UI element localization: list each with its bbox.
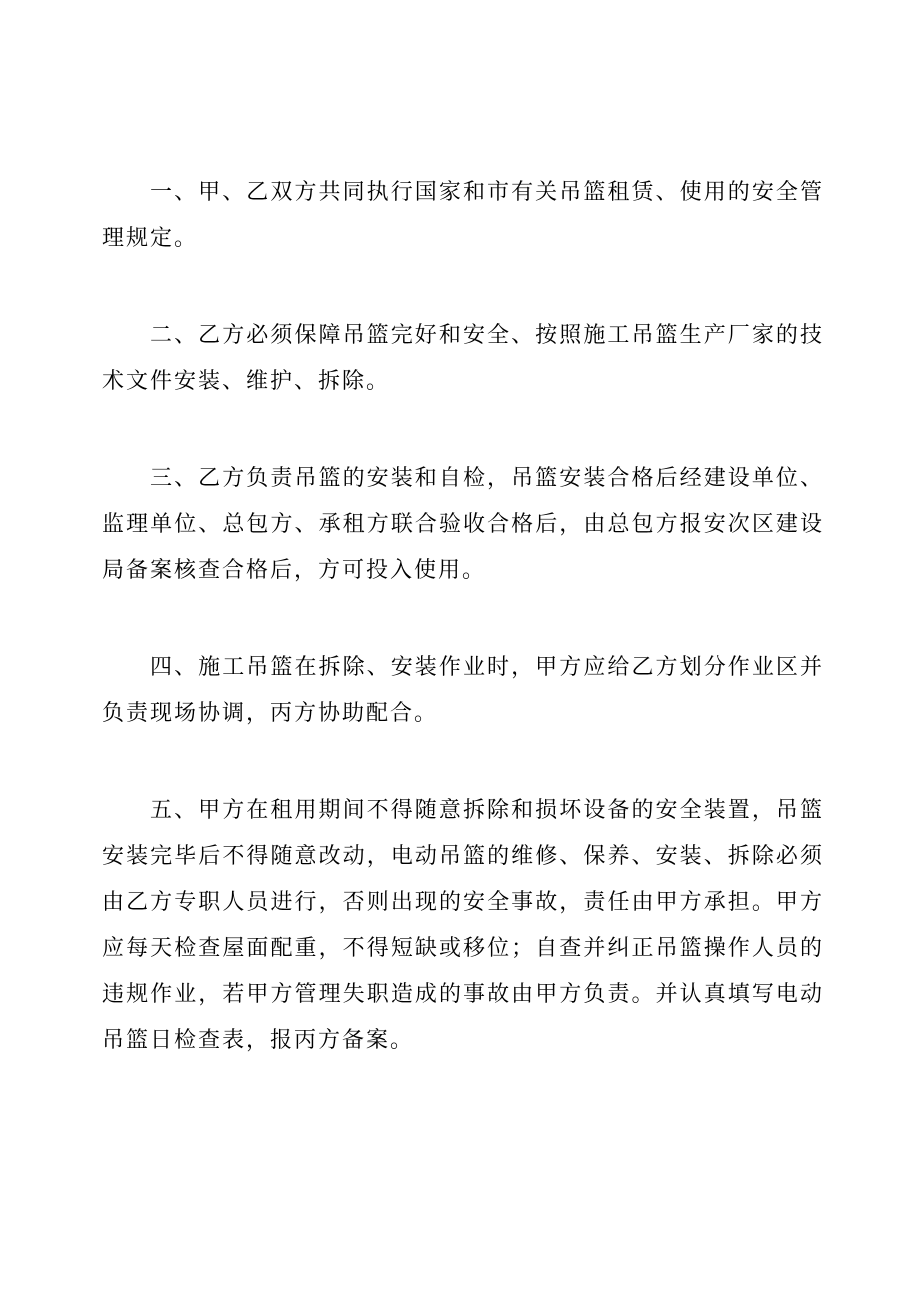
clause-5: 五、甲方在租用期间不得随意拆除和损坏设备的安全装置，吊篮安装完毕后不得随意改动，电动吊篮的维修、保养、安装、拆除必须由乙方专职人员进行，否则出现的安全事故，责任由甲方承担。甲方应每天检查屋面配重，不得短缺或移位；自查并纠正吊篮操作人员的违规作业，若甲方管理失职造成的事故由甲方负责。并认真填写电动吊篮日检查表，报丙方备案。 [102,798,824,1053]
clause-1: 一、甲、乙双方共同执行国家和市有关吊篮租赁、使用的安全管理规定。 [102,180,824,251]
clause-3: 三、乙方负责吊篮的安装和自检，吊篮安装合格后经建设单位、监理单位、总包方、承租方联合验收合格后，由总包方报安次区建设局备案核查合格后，方可投入使用。 [102,466,824,583]
clause-2: 二、乙方必须保障吊篮完好和安全、按照施工吊篮生产厂家的技术文件安装、维护、拆除。 [102,323,824,394]
clause-4: 四、施工吊篮在拆除、安装作业时，甲方应给乙方划分作业区并负责现场协调，丙方协助配合。 [102,655,824,726]
document-body [102,170,824,1064]
